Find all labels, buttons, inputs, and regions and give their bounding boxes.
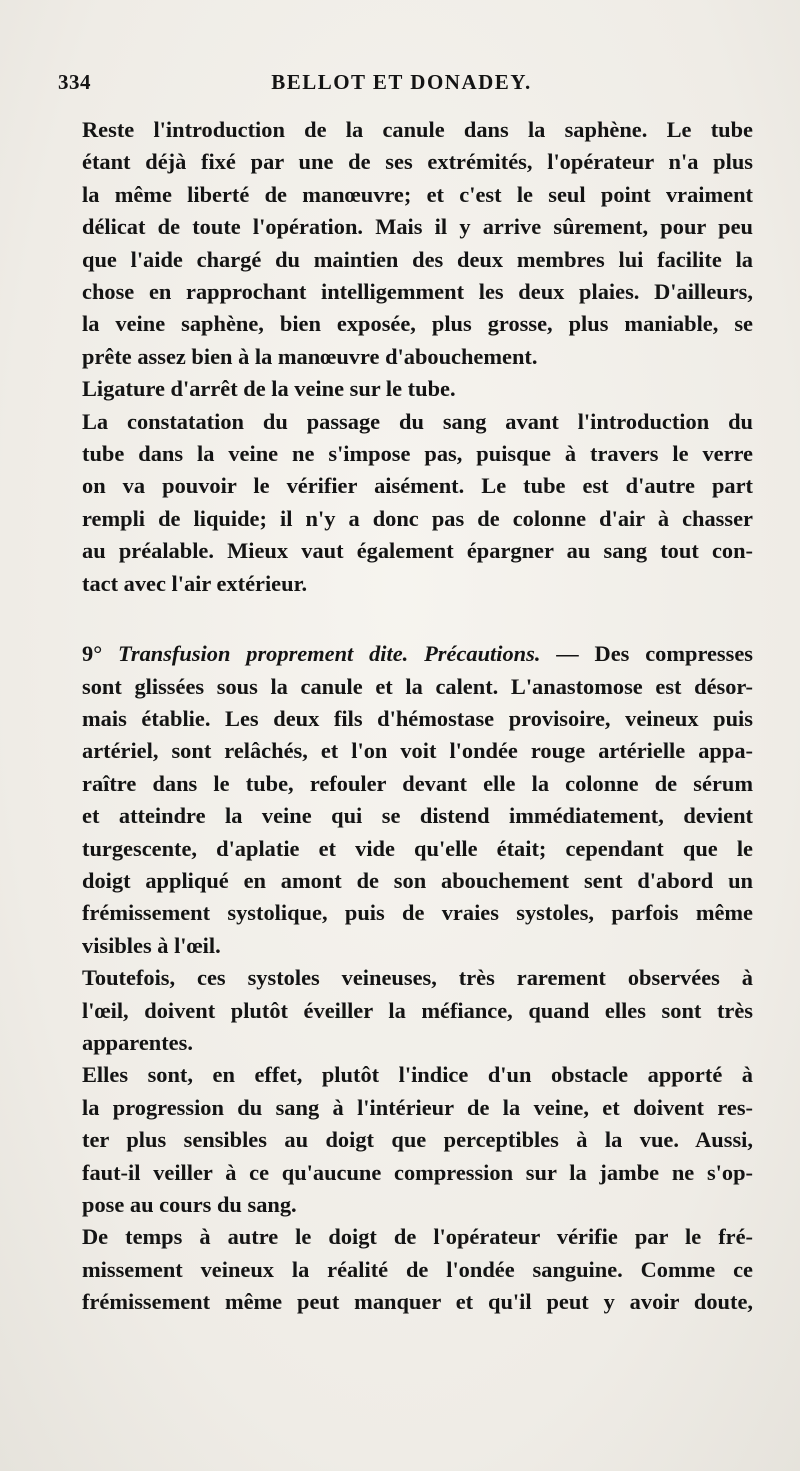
text-line: La constatation du passage du sang avant l'introduction du — [82, 408, 753, 434]
text-line: tube dans la veine ne s'impose pas, puisque à travers le verre — [82, 441, 753, 467]
text-line: et atteindre la veine qui se distend immédiatement, devient — [82, 803, 753, 829]
text-line: apparentes. — [82, 1029, 193, 1055]
page-header — [58, 70, 745, 104]
text-line: Reste l'introduction de la canule dans la saphène. Le tube — [82, 117, 753, 142]
text-line: que l'aide chargé du maintien des deux membres lui facilite la — [82, 246, 753, 272]
text-line: ter plus sensibles au doigt que perceptibles à la vue. Aussi, — [82, 1127, 753, 1153]
text-line: mais établie. Les deux fils d'hémostase provisoire, veineux puis — [82, 705, 753, 731]
section-title: Transfusion proprement dite. Précautions. — [118, 641, 541, 667]
text-line: faut-il veiller à ce qu'aucune compression sur la jambe ne s'op- — [82, 1159, 753, 1185]
text-line: prête assez bien à la manœuvre d'abouchement. — [82, 343, 538, 369]
text-line: raître dans le tube, refouler devant elle la colonne de sérum — [82, 770, 753, 796]
paragraph — [50, 406, 753, 600]
section-paragraph — [50, 638, 753, 962]
text-line: De temps à autre le doigt de l'opérateur vérifie par le fré- — [82, 1224, 753, 1250]
text-line: sont glissées sous la canule et la calent. L'anastomose est désor- — [82, 673, 753, 699]
text-line: on va pouvoir le vérifier aisément. Le tube est d'autre part — [82, 473, 753, 499]
text-line: rempli de liquide; il n'y a donc pas de colonne d'air à chasser — [82, 505, 753, 531]
text-line: chose en rapprochant intelligemment les deux plaies. D'ailleurs, — [82, 279, 753, 305]
text-line: missement veineux la réalité de l'ondée sanguine. Comme ce — [82, 1256, 753, 1282]
section-number: 9° — [82, 641, 103, 667]
body-text — [50, 114, 753, 1319]
paragraph — [50, 1059, 753, 1221]
section-heading-line — [50, 638, 753, 670]
text-line: délicat de toute l'opération. Mais il y arrive sûrement, pour peu — [82, 214, 753, 240]
section-first-line-rest: Des compresses — [594, 641, 753, 667]
text-line: la veine saphène, bien exposée, plus grosse, plus maniable, se — [82, 311, 753, 337]
text-line: tact avec l'air extérieur. — [82, 570, 308, 596]
text-line: Toutefois, ces systoles veineuses, très rarement observées à — [82, 965, 753, 991]
text-line: Ligature d'arrêt de la veine sur le tube. — [82, 376, 456, 402]
page-number: 334 — [58, 70, 91, 94]
text-line: au préalable. Mieux vaut également épargner au sang tout con- — [82, 538, 753, 564]
text-line: pose au cours du sang. — [82, 1192, 297, 1217]
paragraph — [50, 962, 753, 1059]
text-line: frémissement même peut manquer et qu'il peut y avoir doute, — [82, 1289, 753, 1315]
text-line: doigt appliqué en amont de son abouchement sent d'abord un — [82, 867, 753, 893]
text-line: turgescente, d'aplatie et vide qu'elle était; cependant que le — [82, 835, 753, 861]
text-line: frémissement systolique, puis de vraies systoles, parfois même — [82, 900, 753, 926]
section-gap — [50, 600, 753, 638]
text-line: la progression du sang à l'intérieur de la veine, et doivent res- — [82, 1094, 753, 1120]
text-line: la même liberté de manœuvre; et c'est le seul point vraiment — [82, 181, 753, 207]
paragraph — [50, 114, 753, 373]
text-line: l'œil, doivent plutôt éveiller la méfiance, quand elles sont très — [82, 997, 753, 1023]
section-dash: — — [540, 641, 595, 667]
text-line: visibles à l'œil. — [82, 932, 221, 958]
text-line: étant déjà fixé par une de ses extrémités, l'opérateur n'a plus — [82, 149, 753, 175]
paragraph — [50, 373, 753, 405]
running-title: BELLOT ET DONADEY. — [271, 70, 532, 94]
paragraph — [50, 1221, 753, 1318]
text-line: Elles sont, en effet, plutôt l'indice d'un obstacle apporté à — [82, 1062, 753, 1088]
text-line: artériel, sont relâchés, et l'on voit l'ondée rouge artérielle appa- — [82, 738, 753, 764]
